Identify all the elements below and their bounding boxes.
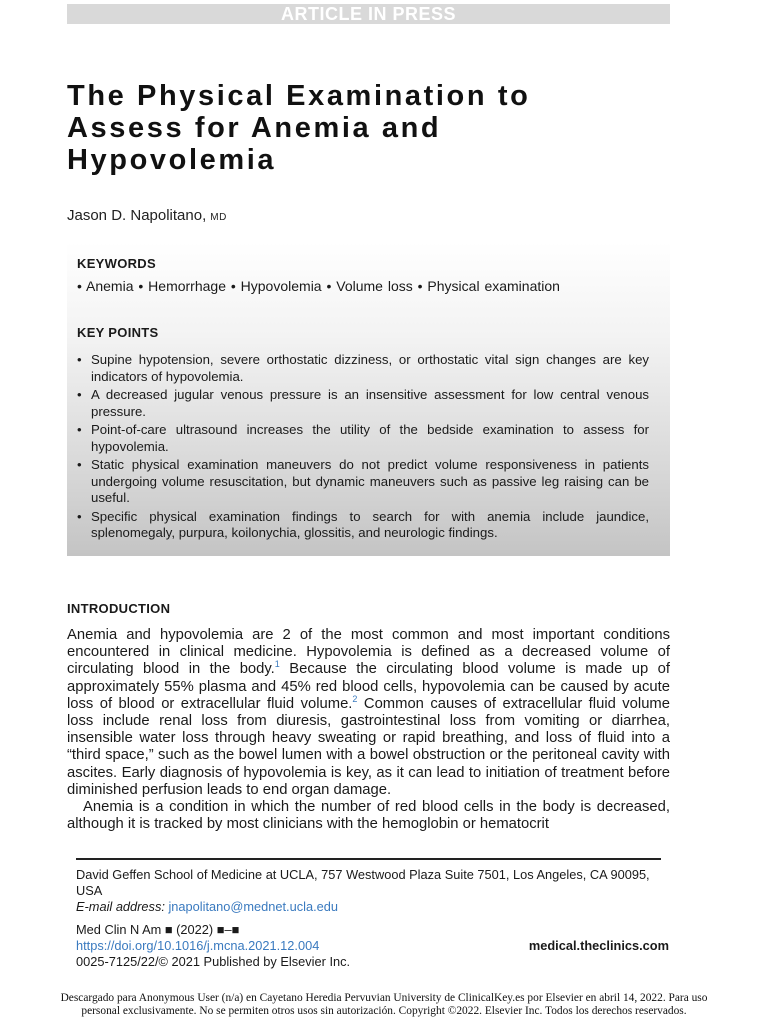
key-point-item: • Point-of-care ultrasound increases the utility of the bedside examination to assess for hypovolemia.	[77, 422, 649, 454]
citation-block	[76, 922, 350, 970]
key-point-item: • Specific physical examination findings to search for with anemia include jaundice, splenomegaly, purpura, koilonychia, glossitis, and neurologic findings.	[77, 508, 649, 540]
key-points-heading: KEY POINTS	[77, 325, 159, 340]
bullet-icon: •	[77, 457, 82, 472]
reference-link[interactable]: 2	[352, 693, 358, 704]
author-line	[67, 207, 227, 224]
email-link[interactable]: jnapolitano@mednet.ucla.edu	[168, 899, 338, 914]
key-points-list	[77, 352, 649, 544]
article-title	[67, 80, 687, 176]
doi-link[interactable]: https://doi.org/10.1016/j.mcna.2021.12.004	[76, 938, 320, 953]
author-name: Jason D. Napolitano,	[67, 207, 207, 224]
bullet-icon: •	[77, 508, 82, 524]
paragraph: Anemia and hypovolemia are 2 of the most common and most important conditions encountered in clinical medicine. Hypovolemia is defined as a decreased volume of circulating blood in the body.$^1$ Because the circulating blood volume is made up of approximately 55% plasma and 45% red blood cells, hypovolemia can be caused by acute loss of blood or extracellular fluid volume.$^2$ Common causes of extracellular fluid volume loss include renal loss from diuresis, gastrointestinal loss from vomiting or diarrhea, insensible water loss through heavy sweating or rapid breathing, and loss of fluid into a “third space,” such as the bowel lumen with a bowel obstruction or the peritoneal cavity with ascites. Early diagnosis of hypovolemia is key, as it can lead to initiation of treatment before diminished perfusion leads to end organ damage.	[67, 627, 671, 798]
bullet-icon: •	[77, 422, 82, 437]
keywords-heading: KEYWORDS	[77, 256, 156, 271]
paragraph: Anemia is a condition in which the number of red blood cells in the body is decreased, although it is tracked by most clinicians with the hemoglobin or hematocrit	[67, 799, 670, 833]
download-notice	[0, 992, 768, 1018]
footnote-divider	[76, 858, 661, 860]
key-point-item: • Supine hypotension, severe orthostatic dizziness, or orthostatic vital sign changes are key indicators of hypovolemia.	[77, 352, 649, 384]
key-point-item: • Static physical examination maneuvers do not predict volume responsiveness in patients undergoing volume resuscitation, but dynamic maneuvers such as passive leg raising can be useful.	[77, 457, 649, 505]
journal-citation: Med Clin N Am ■ (2022) ■–■	[76, 922, 240, 937]
bullet-icon: •	[77, 352, 82, 367]
affiliation-address: David Geffen School of Medicine at UCLA, 757 Westwood Plaza Suite 7501, Los Angeles, CA 90095, USA	[76, 867, 650, 898]
affiliation	[76, 867, 664, 915]
email-label: E-mail address:	[76, 899, 165, 914]
title-line: The Physical Examination to	[67, 80, 531, 112]
key-point-item: • A decreased jugular venous pressure is an insensitive assessment for low central venous pressure.	[77, 387, 649, 419]
reference-link[interactable]: 1	[274, 659, 280, 670]
title-line: Hypovolemia	[67, 144, 277, 176]
keywords-keypoints-box	[67, 242, 670, 556]
article-in-press-banner: ARTICLE IN PRESS	[67, 4, 670, 24]
title-line: Assess for Anemia and	[67, 112, 442, 144]
email-line	[76, 899, 664, 915]
journal-site: medical.theclinics.com	[528, 938, 669, 953]
download-notice-line: personal exclusivamente. No se permiten otros usos sin autorización. Copyright ©2022. Elsevier Inc. Todos los derechos reservados.	[81, 1005, 687, 1017]
introduction-body	[67, 627, 670, 833]
keywords-list: • Anemia • Hemorrhage • Hypovolemia • Volume loss • Physical examination	[77, 278, 560, 294]
download-notice-line: Descargado para Anonymous User (n/a) en Cayetano Heredia Pervuvian University de ClinicalKey.es por Elsevier en abril 14, 2022. Para uso	[60, 992, 708, 1004]
introduction-heading: INTRODUCTION	[67, 601, 171, 616]
author-degree: MD	[210, 212, 227, 223]
issn-line: 0025-7125/22/© 2021 Published by Elsevier Inc.	[76, 954, 351, 969]
bullet-icon: •	[77, 387, 82, 402]
